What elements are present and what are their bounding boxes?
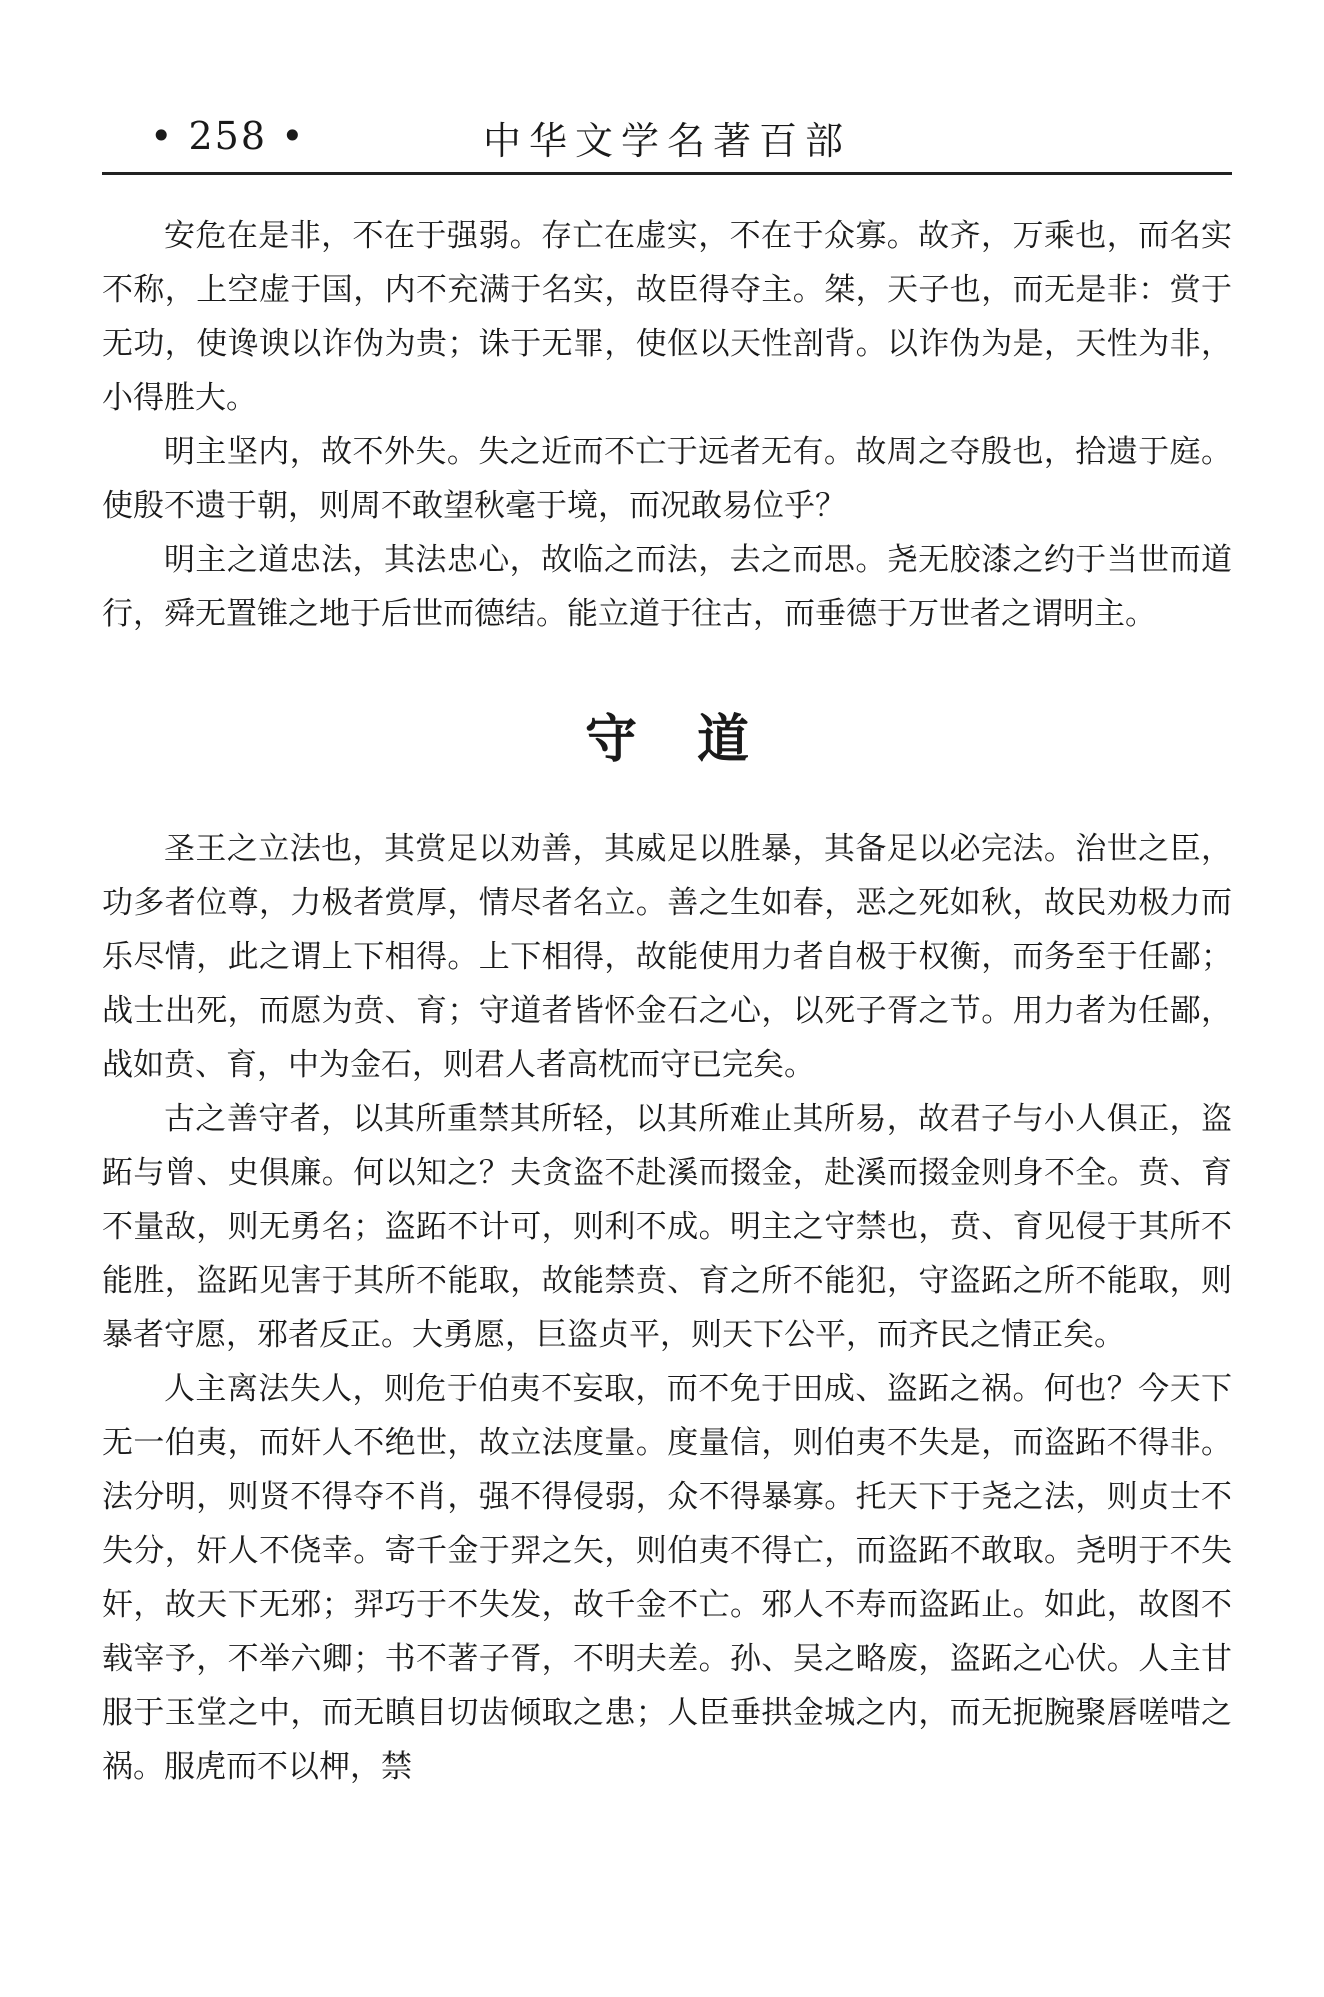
page-header bbox=[102, 100, 1232, 175]
book-page bbox=[102, 100, 1232, 1794]
section-title: 守道 bbox=[584, 710, 809, 770]
paragraph: 明主坚内，故不外失。失之近而不亡于远者无有。故周之夺殷也，拾遗于庭。使殷不遗于朝，则周不敢望秋毫于境，而况敢易位乎？ bbox=[102, 434, 1232, 524]
page-body bbox=[102, 175, 1232, 1794]
paragraph: 人主离法失人，则危于伯夷不妄取，而不免于田成、盗跖之祸。何也？今天下无一伯夷，而奸人不绝世，故立法度量。度量信，则伯夷不失是，而盗跖不得非。法分明，则贤不得夺不肖，强不得侵弱，众不得暴寡。托天下于尧之法，则贞士不失分，奸人不侥幸。寄千金于羿之矢，则伯夷不得亡，而盗跖不敢取。尧明于不失奸，故天下无邪；羿巧于不失发，故千金不亡。邪人不寿而盗跖止。如此，故图不载宰予，不举六卿；书不著子胥，不明夫差。孙、吴之略废，盗跖之心伏。人主甘服于玉堂之中，而无瞋目切齿倾取之患；人臣垂拱金城之内，而无扼腕聚唇嗟唶之祸。服虎而不以柙，禁 bbox=[102, 1371, 1232, 1785]
paragraph: 圣王之立法也，其赏足以劝善，其威足以胜暴，其备足以必完法。治世之臣，功多者位尊，力极者赏厚，情尽者名立。善之生如春，恶之死如秋，故民劝极力而乐尽情，此之谓上下相得。上下相得，故能使用力者自极于权衡，而务至于任鄙；战士出死，而愿为贲、育；守道者皆怀金石之心，以死子胥之节。用力者为任鄙，战如贲、育，中为金石，则君人者高枕而守已完矣。 bbox=[102, 831, 1232, 1083]
paragraph: 古之善守者，以其所重禁其所轻，以其所难止其所易，故君子与小人俱正，盗跖与曾、史俱廉。何以知之？夫贪盗不赴溪而掇金，赴溪而掇金则身不全。贲、育不量敌，则无勇名；盗跖不计可，则利不成。明主之守禁也，贲、育见侵于其所不能胜，盗跖见害于其所不能取，故能禁贲、育之所不能犯，守盗跖之所不能取，则暴者守愿，邪者反正。大勇愿，巨盗贞平，则天下公平，而齐民之情正矣。 bbox=[102, 1101, 1232, 1353]
paragraph: 安危在是非，不在于强弱。存亡在虚实，不在于众寡。故齐，万乘也，而名实不称，上空虚于国，内不充满于名实，故臣得夺主。桀，天子也，而无是非：赏于无功，使谗谀以诈伪为贵；诛于无罪，使伛以天性剖背。以诈伪为是，天性为非，小得胜大。 bbox=[102, 218, 1232, 416]
running-title: 中华文学名著百部 bbox=[482, 119, 851, 163]
paragraph: 明主之道忠法，其法忠心，故临之而法，去之而思。尧无胶漆之约于当世而道行，舜无置锥之地于后世而德结。能立道于往古，而垂德于万世者之谓明主。 bbox=[102, 542, 1232, 632]
page-number: • 258 • bbox=[150, 114, 306, 158]
